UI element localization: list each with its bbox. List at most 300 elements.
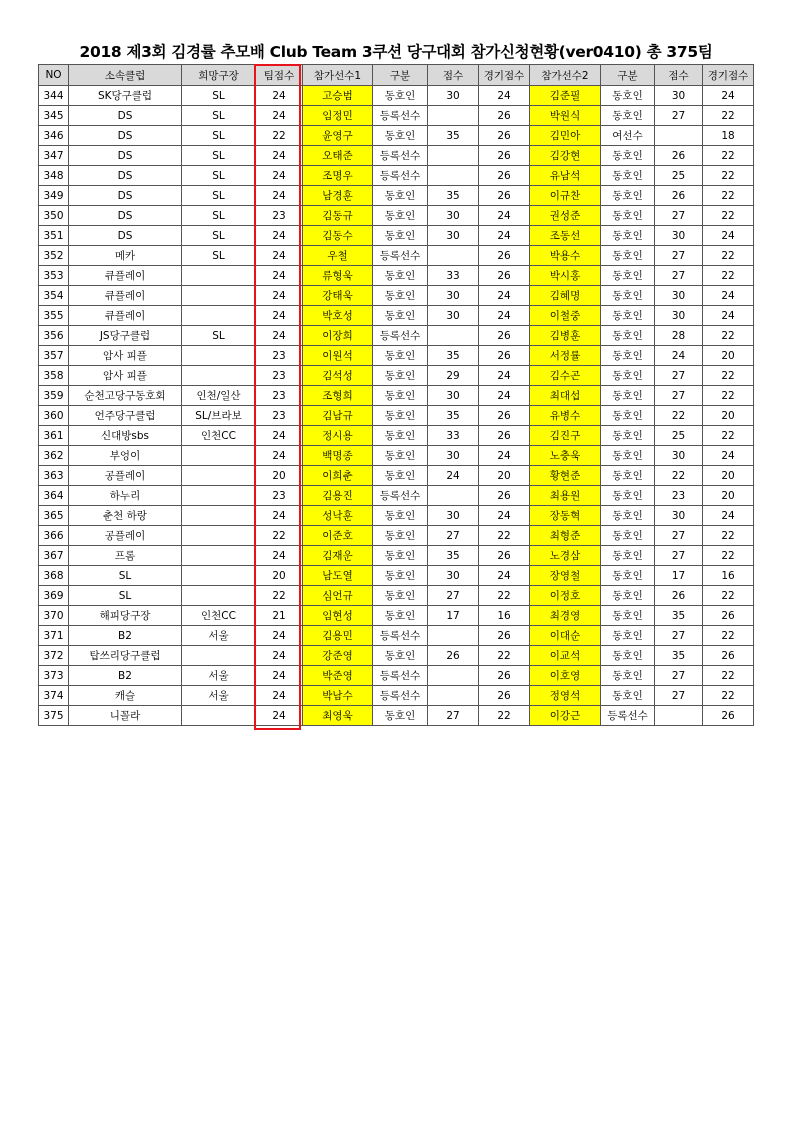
table-row [39, 646, 754, 666]
cell-club: 큐플레이 [69, 286, 182, 306]
cell-no: 362 [39, 446, 69, 466]
cell-player2-game-score: 24 [703, 506, 754, 526]
cell-player2-score: 30 [655, 446, 703, 466]
cell-player2-type: 동호인 [601, 686, 655, 706]
cell-player1-game-score: 26 [479, 426, 530, 446]
cell-no: 372 [39, 646, 69, 666]
header-player1-type: 구분 [373, 65, 428, 86]
cell-no: 371 [39, 626, 69, 646]
cell-player1-score [428, 166, 479, 186]
cell-player1-type: 동호인 [373, 546, 428, 566]
cell-player2: 장동혁 [530, 506, 601, 526]
table-row [39, 466, 754, 486]
cell-team-score: 24 [256, 626, 303, 646]
cell-club: 니꼴라 [69, 706, 182, 726]
cell-venue [182, 506, 256, 526]
cell-player1-score: 30 [428, 226, 479, 246]
cell-club: DS [69, 146, 182, 166]
table-row [39, 206, 754, 226]
cell-player1-game-score: 22 [479, 586, 530, 606]
cell-player1-type: 등록선수 [373, 326, 428, 346]
cell-no: 363 [39, 466, 69, 486]
cell-player2: 조동선 [530, 226, 601, 246]
cell-player2-game-score: 22 [703, 426, 754, 446]
cell-player1-type: 등록선수 [373, 666, 428, 686]
cell-no: 359 [39, 386, 69, 406]
cell-team-score: 24 [256, 186, 303, 206]
cell-player1-game-score: 24 [479, 306, 530, 326]
cell-player1: 김석성 [303, 366, 373, 386]
cell-team-score: 24 [256, 506, 303, 526]
cell-no: 365 [39, 506, 69, 526]
cell-venue: SL [182, 226, 256, 246]
cell-player1: 조형희 [303, 386, 373, 406]
cell-player1: 강태욱 [303, 286, 373, 306]
header-player2-game-score: 경기점수 [703, 65, 754, 86]
cell-player1-type: 동호인 [373, 606, 428, 626]
table-row [39, 286, 754, 306]
cell-player1-type: 동호인 [373, 406, 428, 426]
cell-player2-game-score: 22 [703, 106, 754, 126]
cell-player1-score: 27 [428, 526, 479, 546]
cell-player1: 김남규 [303, 406, 373, 426]
cell-player1-game-score: 24 [479, 366, 530, 386]
cell-team-score: 23 [256, 386, 303, 406]
cell-no: 350 [39, 206, 69, 226]
cell-player2-type: 동호인 [601, 326, 655, 346]
cell-no: 360 [39, 406, 69, 426]
cell-player2-type: 등록선수 [601, 706, 655, 726]
cell-player2: 박원식 [530, 106, 601, 126]
cell-venue: SL [182, 186, 256, 206]
cell-player2-type: 동호인 [601, 646, 655, 666]
cell-no: 353 [39, 266, 69, 286]
cell-venue [182, 706, 256, 726]
cell-player1-score: 35 [428, 186, 479, 206]
cell-player1-game-score: 26 [479, 686, 530, 706]
cell-player1-type: 등록선수 [373, 686, 428, 706]
cell-player2-game-score: 22 [703, 386, 754, 406]
cell-venue [182, 266, 256, 286]
cell-no: 348 [39, 166, 69, 186]
cell-venue: 인천CC [182, 606, 256, 626]
cell-player1-score: 30 [428, 206, 479, 226]
cell-player2-type: 동호인 [601, 406, 655, 426]
cell-player2-game-score: 22 [703, 206, 754, 226]
cell-player2-type: 동호인 [601, 206, 655, 226]
cell-player1: 조명우 [303, 166, 373, 186]
cell-player1-score [428, 326, 479, 346]
cell-club: DS [69, 226, 182, 246]
cell-player2-type: 동호인 [601, 426, 655, 446]
cell-venue [182, 446, 256, 466]
cell-player2-score: 27 [655, 686, 703, 706]
cell-club: SL [69, 586, 182, 606]
cell-player2-game-score: 24 [703, 226, 754, 246]
cell-player2-type: 동호인 [601, 526, 655, 546]
cell-player2-type: 동호인 [601, 566, 655, 586]
cell-player2-type: 동호인 [601, 226, 655, 246]
cell-player1-game-score: 24 [479, 226, 530, 246]
table-row [39, 226, 754, 246]
cell-player2-game-score: 22 [703, 326, 754, 346]
cell-club: DS [69, 126, 182, 146]
cell-player1: 김동규 [303, 206, 373, 226]
cell-player1-score [428, 666, 479, 686]
cell-player2-type: 동호인 [601, 166, 655, 186]
cell-player2-type: 동호인 [601, 146, 655, 166]
cell-player2-score: 30 [655, 506, 703, 526]
cell-player2-score: 26 [655, 586, 703, 606]
cell-player1-type: 동호인 [373, 646, 428, 666]
cell-player2-game-score: 20 [703, 486, 754, 506]
cell-player2-type: 동호인 [601, 466, 655, 486]
cell-player1-type: 동호인 [373, 86, 428, 106]
cell-no: 364 [39, 486, 69, 506]
cell-club: 공플레이 [69, 526, 182, 546]
cell-player1: 류형욱 [303, 266, 373, 286]
cell-player1-type: 동호인 [373, 186, 428, 206]
cell-player1-score: 24 [428, 466, 479, 486]
cell-club: 큐플레이 [69, 306, 182, 326]
cell-player2-score: 28 [655, 326, 703, 346]
cell-player1-score: 27 [428, 706, 479, 726]
cell-team-score: 24 [256, 646, 303, 666]
cell-player1-game-score: 26 [479, 186, 530, 206]
cell-player1-type: 동호인 [373, 526, 428, 546]
cell-player2-game-score: 22 [703, 546, 754, 566]
cell-player1-type: 등록선수 [373, 106, 428, 126]
cell-player1-game-score: 24 [479, 386, 530, 406]
cell-player1: 정시용 [303, 426, 373, 446]
cell-player2-score: 25 [655, 426, 703, 446]
cell-team-score: 24 [256, 306, 303, 326]
cell-player1-game-score: 24 [479, 206, 530, 226]
cell-player2-game-score: 22 [703, 666, 754, 686]
cell-player1: 심언규 [303, 586, 373, 606]
cell-venue: SL [182, 166, 256, 186]
cell-player1: 오태준 [303, 146, 373, 166]
cell-player1-game-score: 20 [479, 466, 530, 486]
cell-club: 프롬 [69, 546, 182, 566]
header-player2: 참가선수2 [530, 65, 601, 86]
cell-player2-game-score: 20 [703, 406, 754, 426]
cell-player2-score: 30 [655, 226, 703, 246]
cell-player1-type: 동호인 [373, 306, 428, 326]
cell-player1-score: 35 [428, 546, 479, 566]
cell-venue [182, 586, 256, 606]
cell-player2: 최대섭 [530, 386, 601, 406]
table-row [39, 686, 754, 706]
cell-player1-score: 33 [428, 266, 479, 286]
table-row [39, 326, 754, 346]
cell-club: JS당구클럽 [69, 326, 182, 346]
cell-club: 암사 피플 [69, 346, 182, 366]
cell-player2-score: 27 [655, 526, 703, 546]
header-team-score: 팀점수 [256, 65, 303, 86]
cell-player2-game-score: 24 [703, 446, 754, 466]
cell-player1-score [428, 106, 479, 126]
table-row [39, 426, 754, 446]
cell-team-score: 20 [256, 466, 303, 486]
cell-player1-game-score: 26 [479, 406, 530, 426]
cell-player2-score: 27 [655, 626, 703, 646]
cell-club: SK당구클럽 [69, 86, 182, 106]
cell-player2: 노경삼 [530, 546, 601, 566]
table-row [39, 266, 754, 286]
cell-venue: 서울 [182, 686, 256, 706]
cell-player1-game-score: 26 [479, 266, 530, 286]
cell-player2: 이대순 [530, 626, 601, 646]
cell-no: 366 [39, 526, 69, 546]
cell-venue [182, 346, 256, 366]
table-row [39, 446, 754, 466]
cell-club: 탑쓰리당구클럽 [69, 646, 182, 666]
cell-no: 369 [39, 586, 69, 606]
cell-player1: 김용민 [303, 626, 373, 646]
cell-club: 공플레이 [69, 466, 182, 486]
cell-venue: SL [182, 206, 256, 226]
cell-player2-type: 동호인 [601, 306, 655, 326]
cell-player1-type: 동호인 [373, 226, 428, 246]
cell-player1-score: 30 [428, 566, 479, 586]
cell-venue: SL [182, 126, 256, 146]
cell-player1-score: 29 [428, 366, 479, 386]
cell-player2-score: 26 [655, 186, 703, 206]
cell-player2-type: 동호인 [601, 446, 655, 466]
cell-player2-game-score: 22 [703, 626, 754, 646]
cell-club: 암사 피플 [69, 366, 182, 386]
cell-player1-type: 동호인 [373, 586, 428, 606]
cell-player2: 최용원 [530, 486, 601, 506]
cell-no: 373 [39, 666, 69, 686]
cell-player2-type: 동호인 [601, 346, 655, 366]
cell-no: 358 [39, 366, 69, 386]
cell-player1-game-score: 26 [479, 486, 530, 506]
cell-player1-game-score: 24 [479, 506, 530, 526]
cell-no: 351 [39, 226, 69, 246]
cell-venue: 인천/일산 [182, 386, 256, 406]
cell-player1: 박호성 [303, 306, 373, 326]
cell-player2-game-score: 24 [703, 306, 754, 326]
cell-team-score: 24 [256, 546, 303, 566]
cell-no: 367 [39, 546, 69, 566]
cell-player2-type: 동호인 [601, 506, 655, 526]
table-row [39, 626, 754, 646]
cell-player2-score: 27 [655, 246, 703, 266]
cell-team-score: 24 [256, 106, 303, 126]
cell-player1-type: 동호인 [373, 366, 428, 386]
table-row [39, 346, 754, 366]
table-row [39, 166, 754, 186]
cell-no: 354 [39, 286, 69, 306]
cell-team-score: 23 [256, 406, 303, 426]
cell-player2-score [655, 706, 703, 726]
cell-player2-type: 동호인 [601, 546, 655, 566]
cell-venue: SL [182, 146, 256, 166]
cell-player1-type: 동호인 [373, 206, 428, 226]
cell-team-score: 24 [256, 666, 303, 686]
table-row [39, 526, 754, 546]
cell-player2-type: 동호인 [601, 246, 655, 266]
cell-player2: 김강현 [530, 146, 601, 166]
cell-venue: SL [182, 106, 256, 126]
cell-player2-type: 동호인 [601, 486, 655, 506]
cell-team-score: 24 [256, 246, 303, 266]
cell-player1-score: 33 [428, 426, 479, 446]
cell-player1: 강준영 [303, 646, 373, 666]
cell-player1-game-score: 22 [479, 706, 530, 726]
cell-player2-game-score: 22 [703, 186, 754, 206]
cell-player1-game-score: 24 [479, 566, 530, 586]
cell-player1: 김재운 [303, 546, 373, 566]
cell-player2-type: 동호인 [601, 586, 655, 606]
cell-player1-game-score: 26 [479, 146, 530, 166]
cell-player2-score: 35 [655, 646, 703, 666]
cell-player1-score: 17 [428, 606, 479, 626]
cell-club: DS [69, 166, 182, 186]
cell-player1: 김용진 [303, 486, 373, 506]
cell-team-score: 24 [256, 326, 303, 346]
cell-team-score: 24 [256, 426, 303, 446]
cell-player1: 임현성 [303, 606, 373, 626]
cell-player1-game-score: 22 [479, 646, 530, 666]
cell-player2-game-score: 20 [703, 346, 754, 366]
cell-player2-game-score: 26 [703, 606, 754, 626]
cell-player2-score: 17 [655, 566, 703, 586]
cell-player2-game-score: 24 [703, 286, 754, 306]
table-row [39, 386, 754, 406]
cell-player2: 박시홍 [530, 266, 601, 286]
cell-player2-type: 동호인 [601, 366, 655, 386]
cell-club: 신대방sbs [69, 426, 182, 446]
cell-no: 361 [39, 426, 69, 446]
cell-team-score: 24 [256, 166, 303, 186]
cell-player1-type: 등록선수 [373, 166, 428, 186]
cell-player1: 우철 [303, 246, 373, 266]
cell-player2-game-score: 22 [703, 246, 754, 266]
cell-player1-type: 동호인 [373, 466, 428, 486]
cell-team-score: 22 [256, 126, 303, 146]
header-no: NO [39, 65, 69, 86]
cell-player1-score [428, 486, 479, 506]
header-player2-type: 구분 [601, 65, 655, 86]
cell-venue [182, 546, 256, 566]
table-row [39, 146, 754, 166]
cell-team-score: 23 [256, 486, 303, 506]
cell-player1: 성낙훈 [303, 506, 373, 526]
cell-player2: 김준필 [530, 86, 601, 106]
header-player1-score: 점수 [428, 65, 479, 86]
cell-player1-game-score: 24 [479, 446, 530, 466]
header-row [39, 65, 754, 86]
table-row [39, 666, 754, 686]
cell-player2: 이교석 [530, 646, 601, 666]
cell-player1: 남도열 [303, 566, 373, 586]
table-row [39, 246, 754, 266]
cell-player2-game-score: 16 [703, 566, 754, 586]
cell-player1: 남경훈 [303, 186, 373, 206]
cell-player2: 이규찬 [530, 186, 601, 206]
cell-player1: 고승범 [303, 86, 373, 106]
cell-player2-score: 27 [655, 666, 703, 686]
cell-player2: 박용수 [530, 246, 601, 266]
cell-player1-type: 동호인 [373, 286, 428, 306]
cell-player2-score: 25 [655, 166, 703, 186]
cell-player1: 김동수 [303, 226, 373, 246]
header-club: 소속클럽 [69, 65, 182, 86]
cell-venue [182, 286, 256, 306]
header-venue: 희망구장 [182, 65, 256, 86]
cell-no: 349 [39, 186, 69, 206]
cell-venue: SL/브라보 [182, 406, 256, 426]
cell-player2-game-score: 22 [703, 366, 754, 386]
cell-player2-game-score: 26 [703, 646, 754, 666]
cell-player1-game-score: 26 [479, 106, 530, 126]
cell-team-score: 24 [256, 226, 303, 246]
cell-player1-score [428, 146, 479, 166]
cell-player2-game-score: 22 [703, 526, 754, 546]
cell-player2-type: 여선수 [601, 126, 655, 146]
cell-team-score: 24 [256, 706, 303, 726]
table-row [39, 126, 754, 146]
cell-player1-game-score: 16 [479, 606, 530, 626]
cell-no: 368 [39, 566, 69, 586]
cell-no: 374 [39, 686, 69, 706]
cell-team-score: 20 [256, 566, 303, 586]
cell-player1-type: 동호인 [373, 426, 428, 446]
cell-team-score: 23 [256, 366, 303, 386]
cell-venue [182, 366, 256, 386]
cell-player1-game-score: 22 [479, 526, 530, 546]
cell-player1-type: 등록선수 [373, 626, 428, 646]
cell-player2: 서정률 [530, 346, 601, 366]
cell-player2-type: 동호인 [601, 386, 655, 406]
table-row [39, 506, 754, 526]
header-player1: 참가선수1 [303, 65, 373, 86]
cell-player2-type: 동호인 [601, 606, 655, 626]
cell-player2-type: 동호인 [601, 186, 655, 206]
cell-player2-score: 27 [655, 386, 703, 406]
cell-venue [182, 566, 256, 586]
cell-club: DS [69, 206, 182, 226]
cell-player2-game-score: 22 [703, 266, 754, 286]
cell-club: 캐슬 [69, 686, 182, 706]
cell-no: 345 [39, 106, 69, 126]
cell-player2-score: 35 [655, 606, 703, 626]
cell-player1-score: 26 [428, 646, 479, 666]
cell-player2: 장영철 [530, 566, 601, 586]
cell-player1-type: 등록선수 [373, 146, 428, 166]
cell-player2-score: 27 [655, 546, 703, 566]
cell-player2-type: 동호인 [601, 666, 655, 686]
cell-player1-score: 30 [428, 506, 479, 526]
cell-team-score: 22 [256, 586, 303, 606]
cell-team-score: 24 [256, 86, 303, 106]
cell-club: 순천고당구동호회 [69, 386, 182, 406]
cell-venue: SL [182, 246, 256, 266]
cell-player2: 이정호 [530, 586, 601, 606]
cell-player2-score: 30 [655, 306, 703, 326]
cell-player2: 김민아 [530, 126, 601, 146]
cell-player2-score: 30 [655, 286, 703, 306]
cell-player2-score: 27 [655, 366, 703, 386]
cell-player2: 정영석 [530, 686, 601, 706]
cell-player2-score: 27 [655, 206, 703, 226]
cell-club: 춘천 하랑 [69, 506, 182, 526]
cell-player1-game-score: 26 [479, 666, 530, 686]
cell-team-score: 23 [256, 206, 303, 226]
